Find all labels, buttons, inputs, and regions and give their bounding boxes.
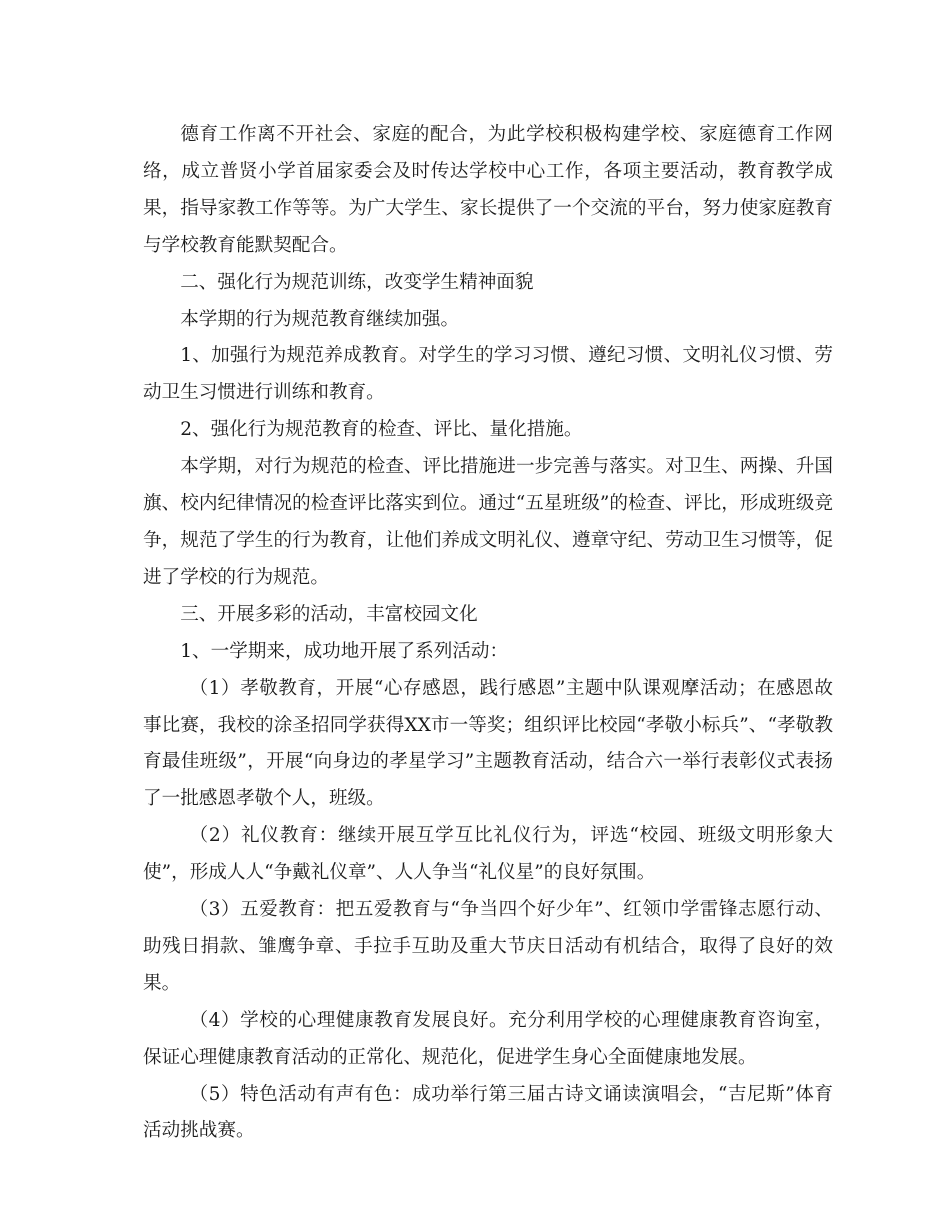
paragraph-behavior-intro: 本学期的行为规范教育继续加强。 bbox=[180, 308, 460, 330]
paragraph-inspection: 本学期，对行为规范的检查、评比措施进一步完善与落实。对卫生、两操、升国旗、校内纪律情况的检查评比落实到位。通过“五星班级”的检查、评比，形成班级竞争，规范了学生的行为教育，让他们养成文明礼仪、遵章守纪、劳动卫生习惯等，促进了学校的行为规范。 bbox=[143, 456, 833, 588]
paragraph-featured-activities: （5）特色活动有声有色：成功举行第三届古诗文诵读演唱会，“吉尼斯”体育活动挑战赛。 bbox=[143, 1083, 833, 1142]
paragraph-item-2: 2、强化行为规范教育的检查、评比、量化措施。 bbox=[180, 419, 583, 441]
paragraph-etiquette-education: （2）礼仪教育：继续开展互学互比礼仪行为，评选“校园、班级文明形象大使”，形成人人“争戴礼仪章”、人人争当“礼仪星”的良好氛围。 bbox=[143, 825, 833, 884]
document-body bbox=[143, 117, 833, 1150]
paragraph-five-loves-education: （3）五爱教育：把五爱教育与“争当四个好少年”、红领巾学雷锋志愿行动、助残日捐款、雏鹰争章、手拉手互助及重大节庆日活动有机结合，取得了良好的效果。 bbox=[143, 899, 833, 994]
paragraph-activities-intro: 1、一学期来，成功地开展了系列活动： bbox=[180, 640, 509, 662]
paragraph-filial-education: （1）孝敬教育，开展“心存感恩，践行感恩”主题中队课观摩活动；在感恩故事比赛，我校的涂圣招同学获得XX市一等奖；组织评比校园“孝敬小标兵”、“孝敬教育最佳班级”，开展“向身边的孝星学习”主题教育活动，结合六一举行表彰仪式表扬了一批感恩孝敬个人，班级。 bbox=[143, 677, 833, 810]
paragraph-family-cooperation: 德育工作离不开社会、家庭的配合，为此学校积极构建学校、家庭德育工作网络，成立普贤小学首届家委会及时传达学校中心工作，各项主要活动，教育教学成果，指导家教工作等等。为广大学生、家长提供了一个交流的平台，努力使家庭教育与学校教育能默契配合。 bbox=[143, 124, 833, 256]
paragraph-mental-health: （4）学校的心理健康教育发展良好。充分利用学校的心理健康教育咨询室，保证心理健康教育活动的正常化、规范化，促进学生身心全面健康地发展。 bbox=[143, 1009, 833, 1068]
paragraph-item-1: 1、加强行为规范养成教育。对学生的学习习惯、遵纪习惯、文明礼仪习惯、劳动卫生习惯进行训练和教育。 bbox=[143, 345, 833, 404]
section-heading-2: 二、强化行为规范训练，改变学生精神面貌 bbox=[180, 271, 534, 293]
section-heading-3: 三、开展多彩的活动，丰富校园文化 bbox=[180, 603, 478, 625]
